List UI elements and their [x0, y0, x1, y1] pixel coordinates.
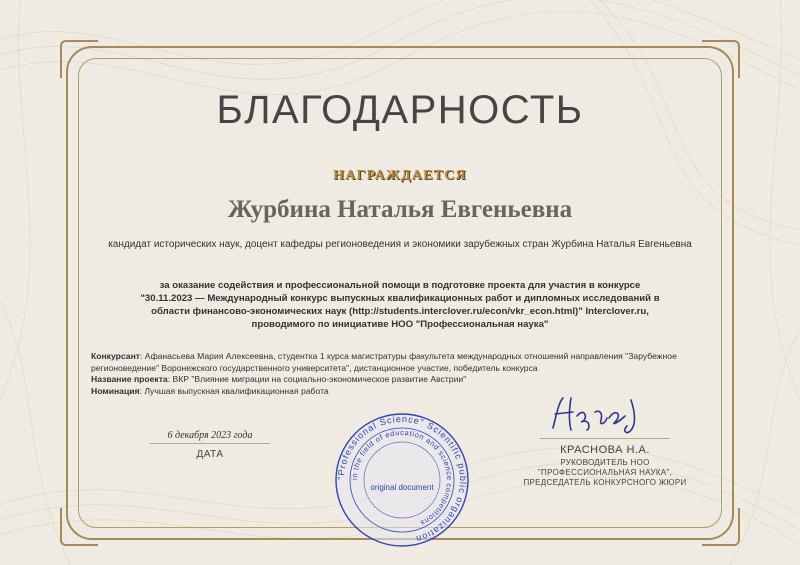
signature: [545, 392, 655, 437]
reason-line: области финансово-экономических наук (http://students.interclover.ru/econ/vkr_econ.html)" Interclover.ru,: [151, 306, 649, 317]
award-reason: [95, 279, 705, 331]
reason-line: за оказание содействия и профессиональной помощи в подготовке проекта для участия в конкурсе: [159, 280, 641, 291]
details-block: [91, 351, 711, 397]
frame-corner: [702, 40, 740, 78]
awarded-label: НАГРАЖДАЕТСЯ: [333, 168, 467, 183]
seal-inner-text: in the field of education and science competitions: [349, 427, 455, 528]
reason-line: проводимого по инициативе НОО "Профессиональная наука": [251, 319, 549, 330]
frame-corner: [60, 508, 98, 546]
nomination-value: : Лучшая выпускная квалификационная работа: [139, 385, 329, 396]
certificate-title: БЛАГОДАРНОСТЬ: [216, 88, 584, 132]
frame-corner: [60, 40, 98, 78]
date-value: 6 декабря 2023 года: [167, 430, 253, 441]
seal-center-text: original document: [370, 483, 434, 492]
nomination-label: Номинация: [91, 385, 140, 396]
frame-corner: [702, 508, 740, 546]
reason-line: "30.11.2023 — Международный конкурс выпускных квалификационных работ и дипломных исследований в: [140, 293, 660, 304]
seal-outer-text: "Professional Science" Scientific public organization: [335, 413, 469, 545]
signer-role: РУКОВОДИТЕЛЬ НОО "ПРОФЕССИОНАЛЬНАЯ НАУКА", ПРЕДСЕДАТЕЛЬ КОНКУРСНОГО ЖЮРИ: [523, 458, 687, 487]
recipient-name: Журбина Наталья Евгеньевна: [227, 196, 573, 223]
date-underline: [150, 443, 270, 444]
project-label: Название проекта: [91, 374, 168, 384]
signature-underline: [540, 438, 670, 439]
signer-name: КРАСНОВА Н.А.: [560, 444, 650, 456]
contestant-value: : Афанасьева Мария Алексеевна, студентка 1 курса магистратуры факультета международных отношений направления "Зарубежное регионоведение" Воронежского государственного университета", дистанционное участие, победитель конкурса: [91, 351, 677, 373]
recipient-position: кандидат исторических наук, доцент кафедры регионоведения и экономики зарубежных стран Журбина Наталья Евгеньевна: [108, 239, 692, 250]
contestant-row: [91, 351, 711, 374]
project-row: [91, 374, 711, 386]
contestant-label: Конкурсант: [91, 351, 140, 361]
date-caption: ДАТА: [196, 449, 224, 460]
official-seal: [334, 412, 470, 548]
project-value: : ВКР "Влияние миграции на социально-экономическое развитие Австрии": [167, 374, 467, 384]
